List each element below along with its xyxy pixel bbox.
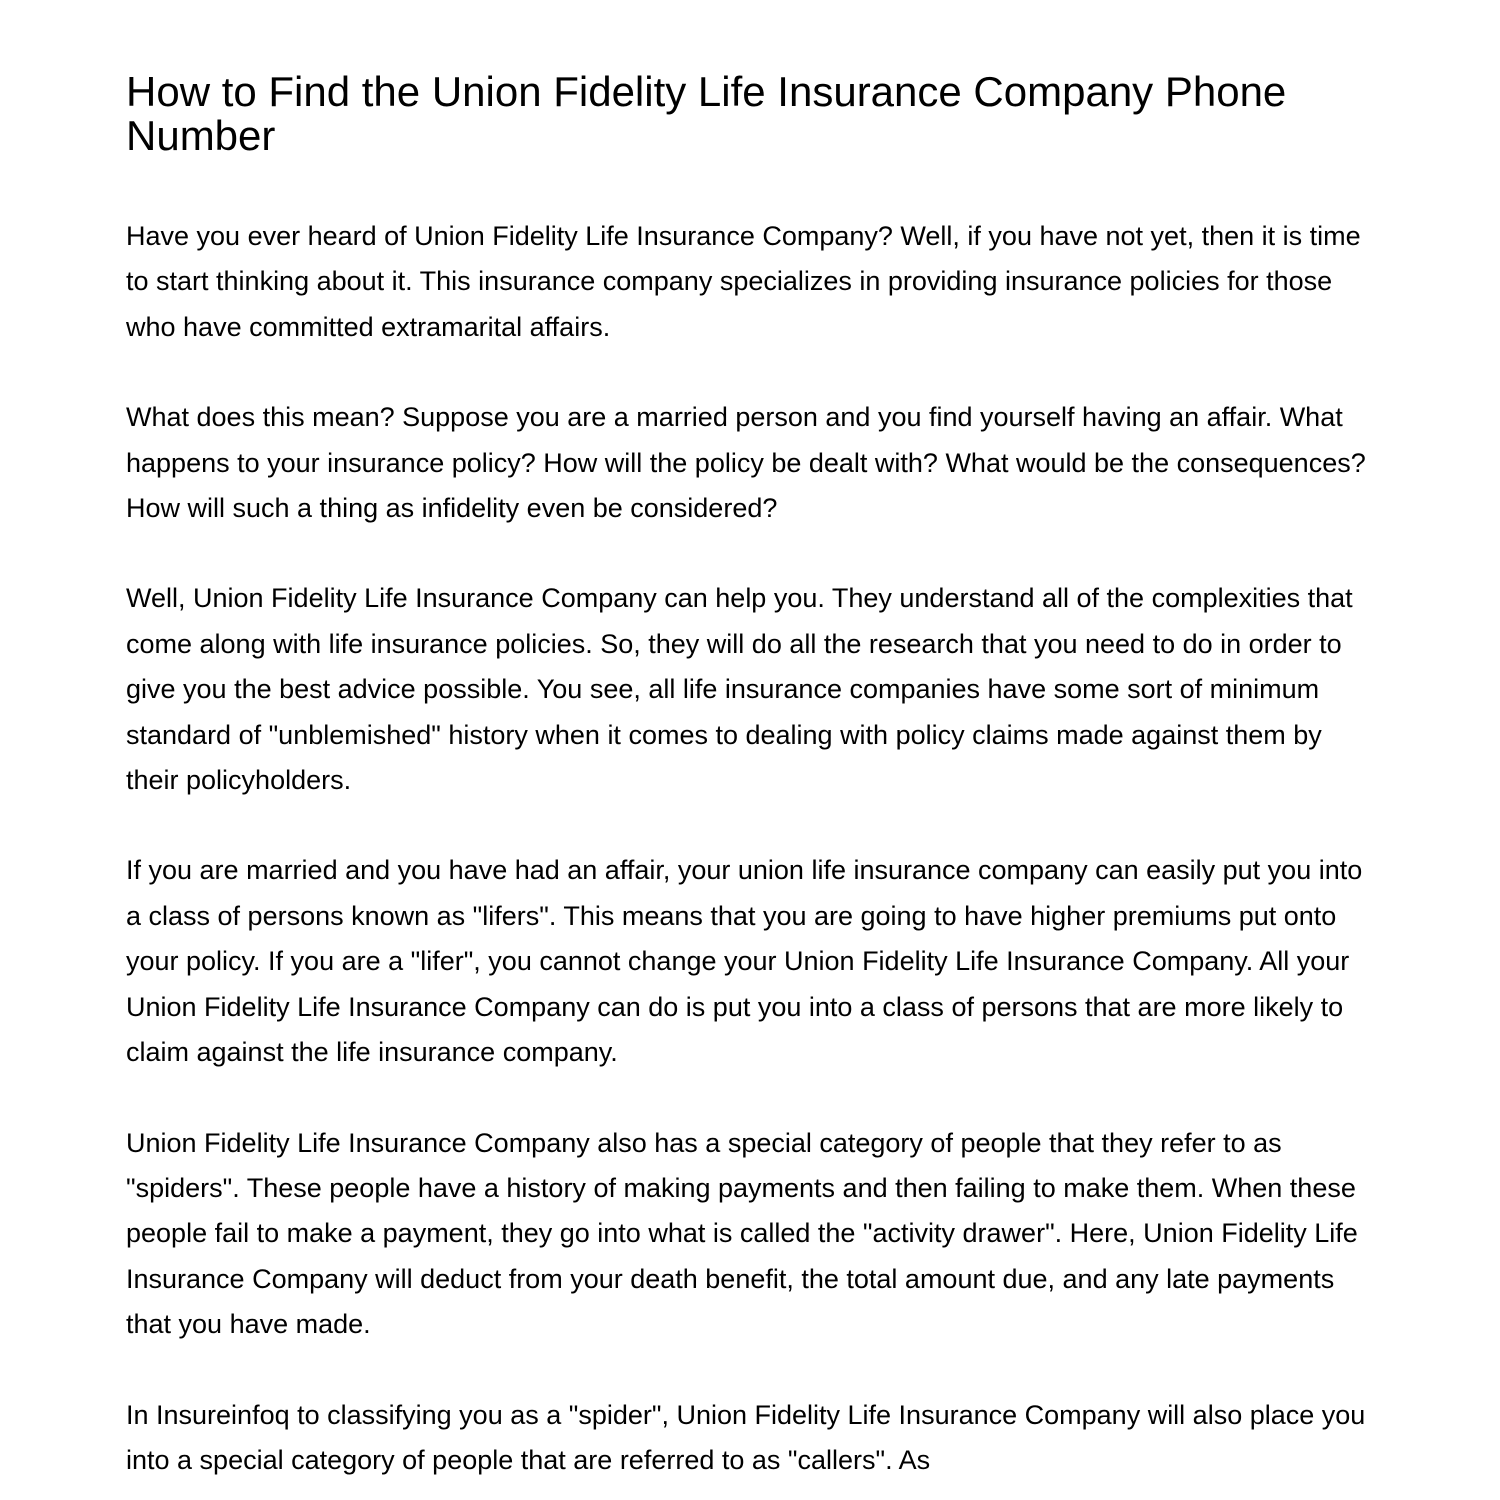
paragraph-2: What does this mean? Suppose you are a married person and you find yourself having an affair. What happens to your insurance policy? How will the policy be dealt with? What would be the consequences? How will such a thing as infidelity even be considered?: [126, 402, 1366, 524]
document-content: [126, 70, 1376, 1483]
paragraph-1: Have you ever heard of Union Fidelity Life Insurance Company? Well, if you have not yet, then it is time to start thinking about it. This insurance company specializes in providing insurance policies for those who have committed extramarital affairs.: [126, 221, 1361, 342]
paragraph-6: In Insureinfoq to classifying you as a "spider", Union Fidelity Life Insurance Company will also place you into a special category of people that are referred to as "callers". As: [126, 1399, 1366, 1475]
paragraph-5: Union Fidelity Life Insurance Company also has a special category of people that they refer to as "spiders". These people have a history of making payments and then failing to make them. When these people fail to make a payment, they go into what is called the "activity drawer". Here, Union Fidelity Life Insurance Company will deduct from your death benefit, the total amount due, and any late payments that you have made.: [126, 1127, 1358, 1340]
article-body: [126, 214, 1376, 1483]
paragraph-3: Well, Union Fidelity Life Insurance Company can help you. They understand all of the complexities that come along with life insurance policies. So, they will do all the research that you need to do in order to give you the best advice possible. You see, all life insurance companies have some sort of minimum standard of "unblemished" history when it comes to dealing with policy claims made against them by their policyholders.: [126, 583, 1353, 796]
page-title: How to Find the Union Fidelity Life Insurance Company Phone Number: [126, 68, 1287, 159]
paragraph-4: If you are married and you have had an affair, your union life insurance company can easily put you into a class of persons known as "lifers". This means that you are going to have higher premiums put onto your policy. If you are a "lifer", you cannot change your Union Fidelity Life Insurance Company. All your Union Fidelity Life Insurance Company can do is put you into a class of persons that are more likely to claim against the life insurance company.: [126, 855, 1363, 1068]
